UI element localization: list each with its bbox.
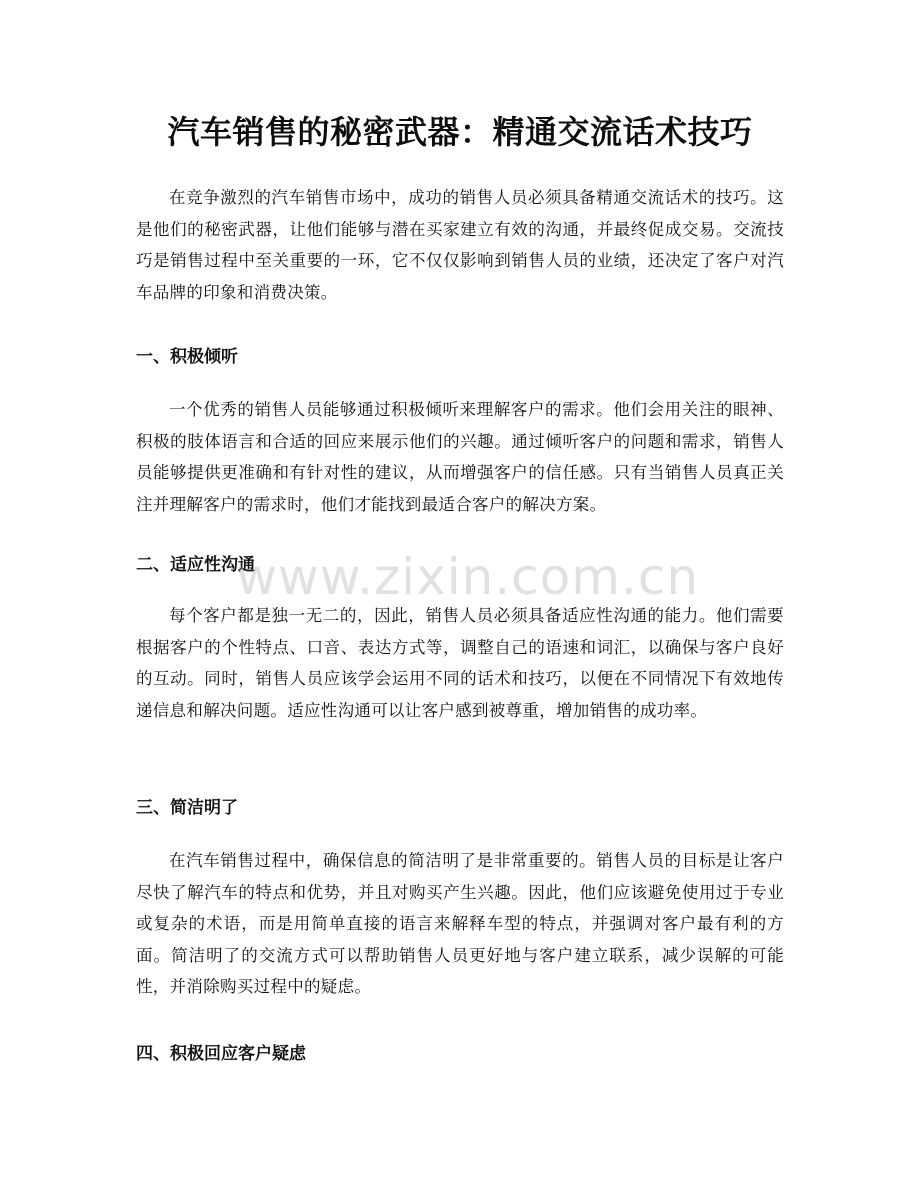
section-2-body-block bbox=[136, 600, 784, 726]
section-body: 一个优秀的销售人员能够通过积极倾听来理解客户的需求。他们会用关注的眼神、积极的肢体语言和合适的回应来展示他们的兴趣。通过倾听客户的问题和需求，销售人员能够提供更准确和有针对性的建议，从而增强客户的信任感。只有当销售人员真正关注并理解客户的需求时，他们才能找到最适合客户的解决方案。 bbox=[136, 400, 784, 514]
section-3-body-block bbox=[136, 845, 784, 1003]
document-title: 汽车销售的秘密武器：精通交流话术技巧 bbox=[167, 113, 753, 151]
watermark-text: www.zixin.com.cn bbox=[236, 548, 700, 606]
section-1 bbox=[136, 343, 784, 371]
section-1-body-block bbox=[136, 394, 784, 520]
section-3 bbox=[136, 794, 784, 822]
section-body: 每个客户都是独一无二的，因此，销售人员必须具备适应性沟通的能力。他们需要根据客户的个性特点、口音、表达方式等，调整自己的语速和词汇，以确保与客户良好的互动。同时，销售人员应该学会运用不同的话术和技巧，以便在不同情况下有效地传递信息和解决问题。适应性沟通可以让客户感到被尊重，增加销售的成功率。 bbox=[136, 606, 784, 720]
section-4 bbox=[136, 1040, 784, 1068]
section-heading: 二、适应性沟通 bbox=[136, 555, 255, 575]
section-heading: 一、积极倾听 bbox=[136, 347, 238, 367]
intro-paragraph: 在竞争激烈的汽车销售市场中，成功的销售人员必须具备精通交流话术的技巧。这是他们的秘密武器，让他们能够与潜在买家建立有效的沟通，并最终促成交易。交流技巧是销售过程中至关重要的一环，它不仅仅影响到销售人员的业绩，还决定了客户对汽车品牌的印象和消费决策。 bbox=[136, 188, 784, 302]
section-body: 在汽车销售过程中，确保信息的简洁明了是非常重要的。销售人员的目标是让客户尽快了解汽车的特点和优势，并且对购买产生兴趣。因此，他们应该避免使用过于专业或复杂的术语，而是用简单直接的语言来解释车型的特点，并强调对客户最有利的方面。简洁明了的交流方式可以帮助销售人员更好地与客户建立联系，减少误解的可能性，并消除购买过程中的疑虑。 bbox=[136, 851, 784, 996]
section-2 bbox=[136, 551, 784, 579]
section-heading: 四、积极回应客户疑虑 bbox=[136, 1044, 306, 1064]
intro-block bbox=[136, 182, 784, 308]
section-heading: 三、简洁明了 bbox=[136, 798, 238, 818]
